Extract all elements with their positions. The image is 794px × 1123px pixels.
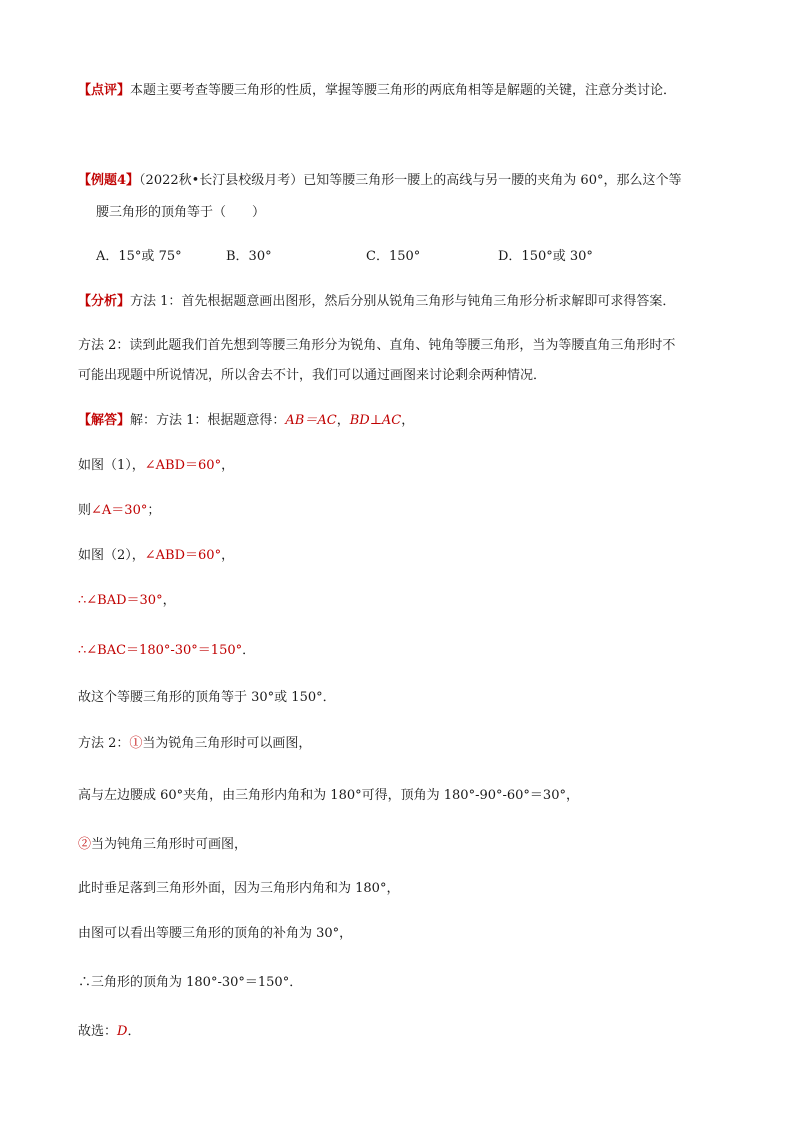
option-d: D．150°或 30° — [498, 249, 593, 264]
method2-prefix: 方法 2： — [78, 736, 130, 751]
method2-text-1: 当为锐角三角形时可以画图， — [142, 736, 312, 751]
step3-expr: ∠ABD＝60° — [144, 548, 222, 563]
step5-end: ． — [242, 643, 256, 658]
method2-text-3: 当为钝角三角形时可画图， — [91, 837, 248, 852]
step1-expr: ∠ABD＝60° — [144, 458, 222, 473]
step3-end: ， — [221, 548, 235, 563]
analysis-text-line3: 可能出现题中所说情况，所以舍去不计，我们可以通过画图来讨论剩余两种情况． — [78, 368, 547, 383]
analysis-line1 — [78, 293, 675, 311]
step1-end: ， — [221, 458, 235, 473]
method2-line5: 由图可以看出等腰三角形的顶角的补角为 30°， — [78, 926, 353, 941]
method2-line4: 此时垂足落到三角形外面，因为三角形内角和为 180°， — [78, 881, 400, 896]
step3-line — [78, 547, 234, 565]
given-bd-perp-ac: BD⊥AC — [349, 413, 402, 428]
analysis-text-line2: 方法 2：读到此题我们首先想到等腰三角形分为锐角、直角、钝角等腰三角形，当为等腰直角三角形时不 — [78, 338, 676, 353]
step2-expr: ∠A＝30° — [91, 503, 148, 518]
choice-prefix: 故选： — [78, 1024, 118, 1039]
given-end: ， — [401, 413, 415, 428]
comment-tag: 【点评】 — [78, 83, 131, 98]
final-choice-line — [78, 1023, 140, 1041]
comment-line — [78, 82, 676, 100]
solution-intro-line — [78, 412, 414, 430]
choice-end: ． — [127, 1024, 141, 1039]
step4-line — [78, 592, 176, 610]
step2-line — [78, 502, 160, 520]
step1-prefix: 如图（1）， — [78, 458, 145, 473]
method2-line6: ∴三角形的顶角为 180°-30°＝150°． — [78, 975, 303, 990]
option-b: B．30° — [226, 249, 272, 264]
method2-line2: 高与左边腰成 60°夹角，由三角形内角和为 180°可得，顶角为 180°-90°-60°＝30°， — [78, 788, 579, 803]
option-c: C．150° — [366, 249, 421, 264]
step2-prefix: 则 — [78, 503, 92, 518]
step1-line — [78, 457, 234, 475]
example-title-line — [78, 172, 681, 190]
method2-line3 — [78, 836, 247, 854]
step5-line — [78, 642, 255, 660]
given-separator: ， — [336, 413, 350, 428]
step5-expr: ∴∠BAC＝180°-30°＝150° — [78, 643, 243, 658]
final-choice: D — [117, 1024, 128, 1039]
comment-text: 本题主要考查等腰三角形的性质，掌握等腰三角形的两底角相等是解题的关键，注意分类讨论． — [130, 83, 677, 98]
analysis-tag: 【分析】 — [78, 294, 131, 309]
option-a: A．15°或 75° — [96, 249, 182, 264]
step2-end: ； — [147, 503, 161, 518]
solution-intro: 解：方法 1：根据题意得： — [130, 413, 286, 428]
method2-line1 — [78, 735, 311, 753]
given-ab-ac: AB＝AC — [285, 413, 337, 428]
example-text-line2: 腰三角形的顶角等于（ ） — [96, 205, 266, 220]
step4-end: ， — [162, 593, 176, 608]
example-text-line1: （2022秋•长汀县校级月考）已知等腰三角形一腰上的高线与另一腰的夹角为 60°，那么这个等 — [139, 173, 682, 188]
step3-prefix: 如图（2）， — [78, 548, 145, 563]
circled-1-icon: ① — [129, 736, 143, 751]
step4-expr: ∴∠BAD＝30° — [78, 593, 163, 608]
solution-tag: 【解答】 — [78, 413, 131, 428]
step6-line: 故这个等腰三角形的顶角等于 30°或 150°． — [78, 690, 336, 705]
analysis-text-line1: 方法 1：首先根据题意画出图形，然后分别从锐角三角形与钝角三角形分析求解即可求得答案． — [130, 294, 676, 309]
circled-2-icon: ② — [78, 837, 92, 852]
example-tag: 【例题4】 — [78, 173, 140, 188]
